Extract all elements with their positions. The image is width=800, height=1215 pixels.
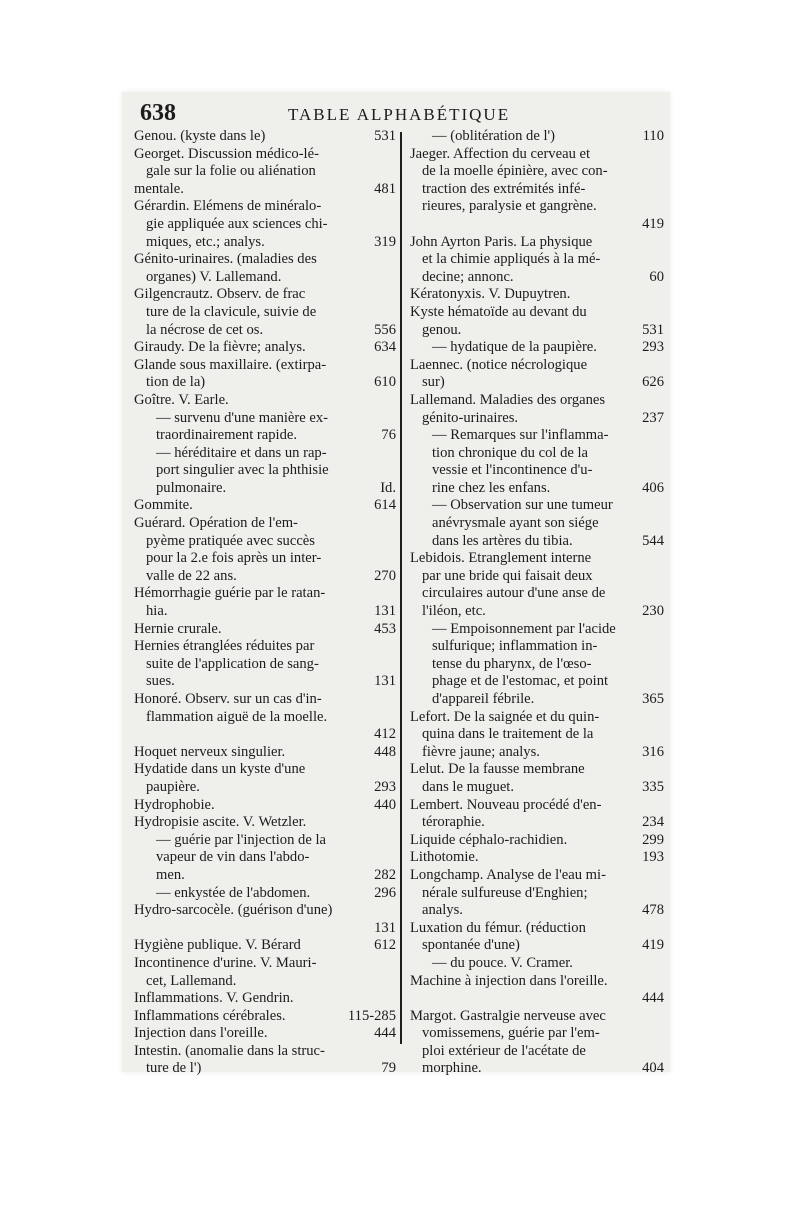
index-entry-line — [410, 638, 664, 656]
entry-text: Luxation du fémur. (réduction — [410, 919, 586, 936]
entry-text: spontanée d'une) — [422, 937, 520, 954]
index-entry-line — [134, 726, 396, 744]
entry-text: Hydrophobie. — [134, 796, 215, 813]
index-entry-line — [134, 339, 396, 357]
entry-text: fièvre jaune; analys. — [422, 743, 540, 760]
page-reference: 453 — [374, 620, 396, 637]
entry-text: Longchamp. Analyse de l'eau mi- — [410, 866, 606, 883]
index-entry-line — [134, 427, 396, 445]
index-entry-line — [410, 286, 664, 304]
index-entry-line — [134, 515, 396, 533]
index-entry-line — [134, 585, 396, 603]
entry-text: Gérardin. Elémens de minéralo- — [134, 198, 322, 215]
page-reference: 440 — [374, 796, 396, 813]
index-entry-line — [410, 304, 664, 322]
entry-text: et la chimie appliqués à la mé- — [422, 251, 601, 268]
entry-text: Guérard. Opération de l'em- — [134, 515, 298, 532]
index-entry-line — [134, 322, 396, 340]
index-column-right — [410, 128, 664, 1078]
entry-text: sulfurique; inflammation in- — [432, 638, 598, 655]
entry-text: vessie et l'incontinence d'u- — [432, 462, 593, 479]
entry-text: Lefort. De la saignée et du quin- — [410, 708, 600, 725]
entry-text: par une bride qui faisait deux — [422, 567, 593, 584]
entry-text: — hydatique de la paupière. — [432, 339, 597, 356]
index-entry-line — [134, 304, 396, 322]
page-reference: 335 — [642, 778, 664, 795]
index-entry-line — [134, 181, 396, 199]
index-entry-line — [134, 374, 396, 392]
entry-text: l'iléon, etc. — [422, 603, 486, 620]
entry-text: phage et de l'estomac, et point — [432, 673, 609, 690]
page-reference: 131 — [374, 919, 396, 936]
page-reference: 131 — [374, 673, 396, 690]
page-reference: 115-285 — [347, 1007, 396, 1024]
index-entry-line — [134, 550, 396, 568]
entry-text: ploi extérieur de l'acétate de — [422, 1042, 586, 1059]
index-entry-line — [134, 1043, 396, 1061]
entry-text: Inflammations. V. Gendrin. — [134, 990, 294, 1007]
index-entry-line — [410, 198, 664, 216]
page-number: 638 — [140, 100, 176, 126]
entry-text: rieures, paralysie et gangrène. — [422, 198, 597, 215]
index-entry-line — [410, 462, 664, 480]
page-reference: 365 — [642, 691, 664, 707]
entry-text: dans le muguet. — [422, 778, 515, 795]
index-entry-line — [134, 621, 396, 639]
index-entry-line — [410, 427, 664, 445]
index-entry-line — [410, 181, 664, 199]
index-entry-line — [410, 920, 664, 938]
page-reference: 270 — [374, 567, 396, 584]
page-reference: 556 — [374, 321, 396, 338]
page-reference: 448 — [374, 743, 396, 760]
index-entry-line — [134, 709, 396, 727]
entry-text: circulaires autour d'une anse de — [422, 585, 606, 602]
entry-text: Hydropisie ascite. V. Wetzler. — [134, 814, 307, 831]
entry-text: Genou. (kyste dans le) — [134, 128, 266, 144]
entry-text: port singulier avec la phthisie — [156, 462, 329, 479]
index-entry-line — [410, 322, 664, 340]
page-reference: 406 — [642, 479, 664, 496]
entry-text: Gommite. — [134, 497, 193, 514]
index-entry-line — [410, 128, 664, 146]
index-entry-line — [134, 638, 396, 656]
entry-text: genou. — [422, 321, 462, 338]
index-entry-line — [410, 691, 664, 709]
index-entry-line — [134, 973, 396, 991]
index-entry-line — [410, 269, 664, 287]
entry-text: Lelut. De la fausse membrane — [410, 761, 585, 778]
page-reference: 634 — [374, 339, 396, 356]
index-entry-line — [410, 673, 664, 691]
index-entry-line — [134, 937, 396, 955]
entry-text: — guérie par l'injection de la — [156, 831, 326, 848]
entry-text: la nécrose de cet os. — [146, 321, 264, 338]
column-divider — [400, 132, 402, 1044]
index-entry-line — [410, 1060, 664, 1078]
index-entry-line — [134, 163, 396, 181]
entry-text: Hoquet nerveux singulier. — [134, 743, 286, 760]
page-reference: 531 — [374, 128, 396, 144]
index-entry-line — [134, 779, 396, 797]
entry-text: cet, Lallemand. — [146, 972, 237, 989]
index-entry-line — [410, 779, 664, 797]
page-reference: 478 — [642, 902, 664, 919]
entry-text: Hygiène publique. V. Bérard — [134, 937, 301, 954]
index-entry-line — [410, 497, 664, 515]
entry-text: Margot. Gastralgie nerveuse avec — [410, 1007, 606, 1024]
entry-text: Génito-urinaires. (maladies des — [134, 251, 317, 268]
index-entry-line — [134, 462, 396, 480]
entry-text: quina dans le traitement de la — [422, 726, 594, 743]
entry-text: Kyste hématoïde au devant du — [410, 303, 587, 320]
entry-text: — héréditaire et dans un rap- — [156, 444, 327, 461]
index-entry-line — [410, 146, 664, 164]
entry-text: — survenu d'une manière ex- — [156, 409, 329, 426]
entry-text: Giraudy. De la fièvre; analys. — [134, 339, 306, 356]
entry-text: Lembert. Nouveau procédé d'en- — [410, 796, 602, 813]
entry-text: flammation aiguë de la moelle. — [146, 708, 328, 725]
index-entry-line — [134, 445, 396, 463]
index-entry-line — [410, 1043, 664, 1061]
page-reference: 419 — [642, 937, 664, 954]
page-reference: 296 — [374, 884, 396, 901]
index-entry-line — [410, 1008, 664, 1026]
index-entry-line — [134, 216, 396, 234]
entry-text: d'appareil fébrile. — [432, 691, 535, 707]
entry-text: ture de la clavicule, suivie de — [146, 303, 317, 320]
index-entry-line — [134, 867, 396, 885]
page-reference: 237 — [642, 409, 664, 426]
index-entry-line — [134, 990, 396, 1008]
page-reference: 230 — [642, 603, 664, 620]
index-entry-line — [134, 392, 396, 410]
entry-text: Incontinence d'urine. V. Mauri- — [134, 954, 317, 971]
index-entry-line — [134, 744, 396, 762]
index-entry-line — [410, 251, 664, 269]
entry-text: gale sur la folie ou aliénation — [146, 163, 316, 180]
entry-text: Lebidois. Etranglement interne — [410, 550, 592, 567]
page-reference: 610 — [374, 374, 396, 391]
page-reference: 319 — [374, 233, 396, 250]
page-reference: 412 — [374, 726, 396, 743]
index-entry-line — [410, 761, 664, 779]
index-entry-line — [410, 550, 664, 568]
entry-text: tense du pharynx, de l'œso- — [432, 655, 592, 672]
index-entry-line — [134, 1008, 396, 1026]
entry-text: tion chronique du col de la — [432, 444, 589, 461]
index-entry-line — [410, 410, 664, 428]
page-reference: 626 — [642, 374, 664, 391]
entry-text: Honoré. Observ. sur un cas d'in- — [134, 691, 322, 707]
entry-text: analys. — [422, 902, 463, 919]
page-reference: 76 — [381, 427, 396, 444]
entry-text: Hernie crurale. — [134, 620, 222, 637]
index-entry-line — [410, 621, 664, 639]
entry-text: Glande sous maxillaire. (extirpa- — [134, 356, 327, 373]
page-reference: 110 — [642, 128, 664, 144]
entry-text: Hémorrhagie guérie par le ratan- — [134, 585, 326, 602]
entry-text: John Ayrton Paris. La physique — [410, 233, 593, 250]
entry-text: de la moelle épinière, avec con- — [422, 163, 608, 180]
index-entry-line — [134, 673, 396, 691]
index-entry-line — [410, 603, 664, 621]
index-entry-line — [410, 568, 664, 586]
index-entry-line — [410, 832, 664, 850]
index-entry-line — [410, 656, 664, 674]
entry-text: — Empoisonnement par l'acide — [432, 620, 616, 637]
page-reference: 612 — [374, 937, 396, 954]
page-reference: 60 — [649, 268, 664, 285]
index-entry-line — [134, 814, 396, 832]
entry-text: Hydatide dans un kyste d'une — [134, 761, 306, 778]
index-entry-line — [410, 585, 664, 603]
entry-text: — Remarques sur l'inflamma- — [432, 427, 609, 444]
page-reference: 293 — [642, 339, 664, 356]
entry-text: sur) — [422, 374, 445, 391]
index-entry-line — [134, 410, 396, 428]
index-entry-line — [134, 691, 396, 709]
entry-text: Goître. V. Earle. — [134, 391, 229, 408]
entry-text: pyème pratiquée avec succès — [146, 532, 315, 549]
index-entry-line — [134, 269, 396, 287]
index-entry-line — [134, 251, 396, 269]
entry-text: génito-urinaires. — [422, 409, 519, 426]
entry-text: rine chez les enfans. — [432, 479, 551, 496]
index-entry-line — [410, 374, 664, 392]
entry-text: traordinairement rapide. — [156, 427, 298, 444]
entry-text: Laennec. (notice nécrologique — [410, 356, 588, 373]
index-entry-line — [410, 814, 664, 832]
entry-text: Intestin. (anomalie dans la struc- — [134, 1042, 325, 1059]
index-entry-line — [410, 973, 664, 991]
entry-text: mentale. — [134, 180, 184, 197]
page-reference: 282 — [374, 866, 396, 883]
entry-text: Inflammations cérébrales. — [134, 1007, 286, 1024]
entry-text: ture de l') — [146, 1060, 202, 1077]
page-reference: 299 — [642, 831, 664, 848]
entry-text: Kératonyxis. V. Dupuytren. — [410, 286, 571, 303]
index-entry-line — [134, 497, 396, 515]
index-entry-line — [134, 1025, 396, 1043]
page-reference: 316 — [642, 743, 664, 760]
index-entry-line — [134, 849, 396, 867]
entry-text: Georget. Discussion médico-lé- — [134, 145, 319, 162]
entry-text: pulmonaire. — [156, 479, 227, 496]
page-reference: 544 — [642, 532, 664, 549]
index-entry-line — [134, 656, 396, 674]
entry-text: tion de la) — [146, 374, 206, 391]
entry-text: nérale sulfureuse d'Enghien; — [422, 884, 588, 901]
page-reference: 293 — [374, 778, 396, 795]
index-entry-line — [134, 146, 396, 164]
index-entry-line — [410, 515, 664, 533]
index-entry-line — [134, 234, 396, 252]
entry-text: Machine à injection dans l'oreille. — [410, 972, 608, 989]
index-entry-line — [134, 761, 396, 779]
index-entry-line — [134, 885, 396, 903]
index-entry-line — [410, 990, 664, 1008]
entry-text: — (oblitération de l') — [432, 128, 555, 144]
index-entry-line — [410, 885, 664, 903]
index-entry-line — [410, 709, 664, 727]
index-entry-line — [410, 480, 664, 498]
entry-text: morphine. — [422, 1060, 482, 1077]
entry-text: traction des extrémités infé- — [422, 180, 586, 197]
entry-text: Hydro-sarcocèle. (guérison d'une) — [134, 902, 333, 919]
entry-text: pour la 2.e fois après un inter- — [146, 550, 322, 567]
entry-text: suite de l'application de sang- — [146, 655, 319, 672]
index-entry-line — [410, 867, 664, 885]
entry-text: valle de 22 ans. — [146, 567, 237, 584]
running-title: TABLE ALPHABÉTIQUE — [288, 105, 511, 124]
index-entry-line — [410, 533, 664, 551]
index-column-left — [134, 128, 396, 1078]
page-reference: 444 — [374, 1025, 396, 1042]
page-reference: 193 — [642, 849, 664, 866]
index-entry-line — [134, 198, 396, 216]
index-entry-line — [134, 920, 396, 938]
entry-text: téroraphie. — [422, 814, 485, 831]
entry-text: gie appliquée aux sciences chi- — [146, 215, 328, 232]
index-entry-line — [410, 744, 664, 762]
index-entry-line — [410, 216, 664, 234]
index-entry-line — [134, 797, 396, 815]
index-entry-line — [410, 1025, 664, 1043]
entry-text: sues. — [146, 673, 175, 690]
index-entry-line — [134, 1060, 396, 1078]
index-entry-line — [410, 849, 664, 867]
index-entry-line — [134, 955, 396, 973]
index-entry-line — [410, 234, 664, 252]
index-entry-line — [410, 357, 664, 375]
index-entry-line — [134, 357, 396, 375]
index-entry-line — [134, 603, 396, 621]
entry-text: dans les artères du tibia. — [432, 532, 573, 549]
index-entry-line — [134, 533, 396, 551]
entry-text: Jaeger. Affection du cerveau et — [410, 145, 591, 162]
index-entry-line — [410, 726, 664, 744]
index-entry-line — [410, 445, 664, 463]
index-entry-line — [134, 568, 396, 586]
index-entry-line — [134, 902, 396, 920]
page-reference: 404 — [642, 1060, 664, 1077]
entry-text: hia. — [146, 603, 168, 620]
page-reference: 481 — [374, 180, 396, 197]
page-reference: 444 — [642, 990, 664, 1007]
entry-text: Hernies étranglées réduites par — [134, 638, 315, 655]
page-reference: 234 — [642, 814, 664, 831]
entry-text: vomissemens, guérie par l'em- — [422, 1025, 600, 1042]
entry-text: men. — [156, 866, 185, 883]
entry-text: Injection dans l'oreille. — [134, 1025, 268, 1042]
index-entry-line — [134, 480, 396, 498]
index-entry-line — [410, 937, 664, 955]
index-entry-line — [410, 339, 664, 357]
entry-text: Lallemand. Maladies des organes — [410, 391, 606, 408]
entry-text: decine; annonc. — [422, 268, 514, 285]
page-reference: 131 — [374, 603, 396, 620]
page-reference: 614 — [374, 497, 396, 514]
index-entry-line — [410, 797, 664, 815]
page-reference: 531 — [642, 321, 664, 338]
index-entry-line — [134, 128, 396, 146]
entry-text: miques, etc.; analys. — [146, 233, 265, 250]
index-entry-line — [134, 286, 396, 304]
page-reference: 79 — [381, 1060, 396, 1077]
entry-text: paupière. — [146, 778, 200, 795]
index-entry-line — [410, 955, 664, 973]
entry-text: organes) V. Lallemand. — [146, 268, 282, 285]
index-entry-line — [410, 902, 664, 920]
entry-text: vapeur de vin dans l'abdo- — [156, 849, 310, 866]
index-entry-line — [410, 392, 664, 410]
page-reference: Id. — [380, 479, 396, 496]
page-reference: 419 — [642, 215, 664, 232]
entry-text: Liquide céphalo-rachidien. — [410, 831, 568, 848]
entry-text: — enkystée de l'abdomen. — [156, 884, 311, 901]
index-entry-line — [410, 163, 664, 181]
entry-text: Gilgencrautz. Observ. de frac — [134, 286, 306, 303]
entry-text: Lithotomie. — [410, 849, 479, 866]
entry-text: anévrysmale ayant son siége — [432, 515, 599, 532]
entry-text: — Observation sur une tumeur — [432, 497, 613, 514]
entry-text: — du pouce. V. Cramer. — [432, 954, 573, 971]
index-entry-line — [134, 832, 396, 850]
